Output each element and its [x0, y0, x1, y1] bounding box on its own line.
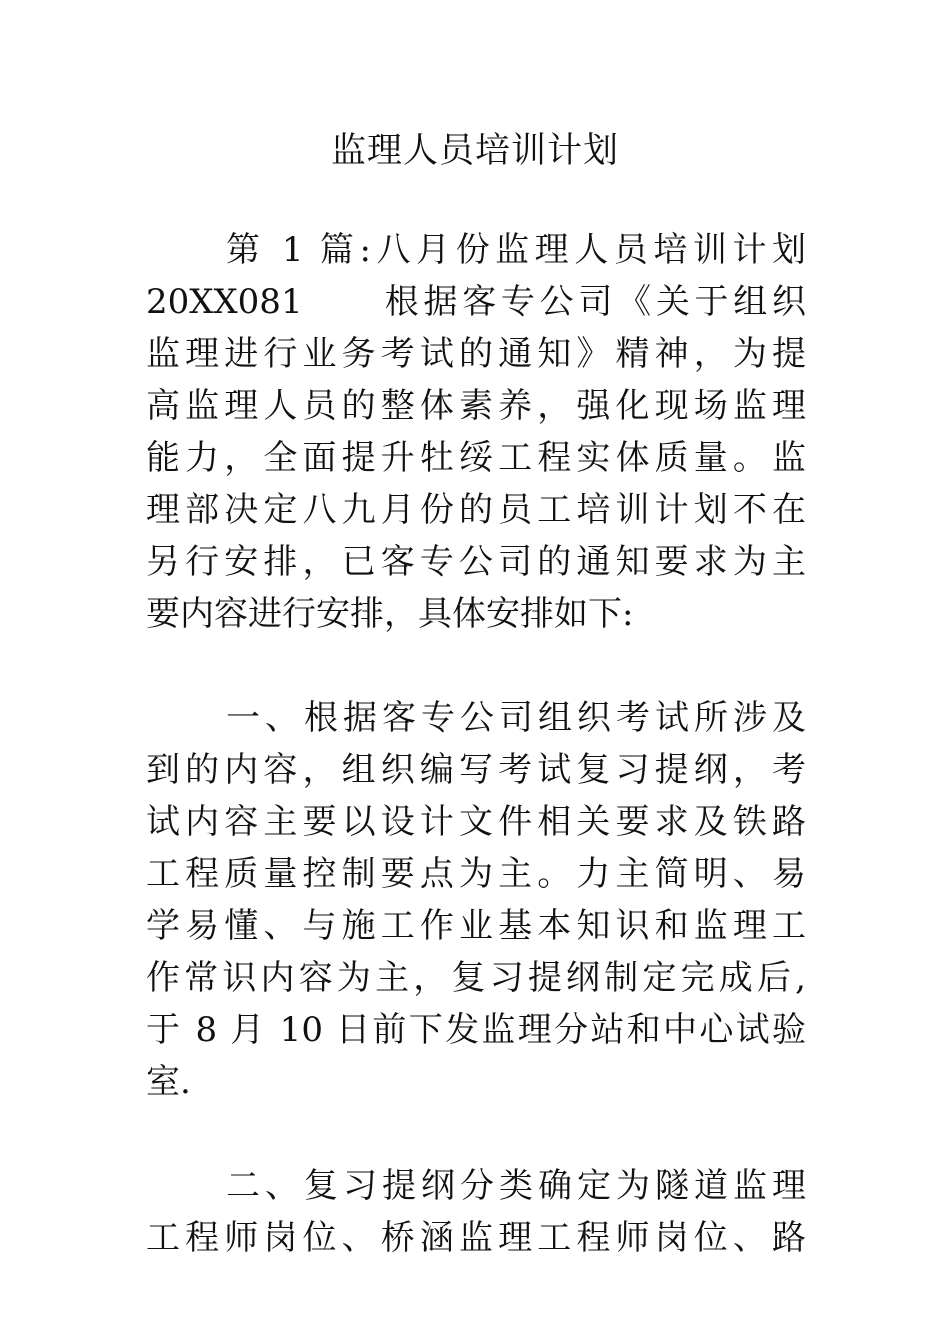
paragraph-line: 工程师岗位、桥涵监理工程师岗位、路	[146, 1218, 806, 1258]
paragraph-line: 室.	[146, 1062, 191, 1102]
paragraph-line: 另行安排，已客专公司的通知要求为主	[146, 542, 806, 582]
paragraph-line: 作常识内容为主，复习提纲制定完成后,	[146, 958, 806, 998]
paragraph-line: 高监理人员的整体素养，强化现场监理	[146, 386, 806, 426]
paragraph-line: 二、复习提纲分类确定为隧道监理	[226, 1166, 806, 1206]
paragraph-line: 第 1 篇:八月份监理人员培训计划	[226, 230, 806, 270]
paragraph-1	[146, 224, 806, 640]
paragraph-line: 工程质量控制要点为主。力主简明、易	[146, 854, 806, 894]
document-title: 监理人员培训计划	[330, 131, 619, 171]
paragraph-3	[146, 1160, 806, 1264]
paragraph-line: 于 8 月 10 日前下发监理分站和中心试验	[146, 1010, 806, 1050]
paragraph-line: 到的内容，组织编写考试复习提纲，考	[146, 750, 806, 790]
paragraph-line: 学易懂、与施工作业基本知识和监理工	[146, 906, 806, 946]
paragraph-line: 一、根据客专公司组织考试所涉及	[226, 698, 806, 738]
paragraph-line: 监理进行业务考试的通知》精神，为提	[146, 334, 806, 374]
paragraph-line: 能力，全面提升牡绥工程实体质量。监	[146, 438, 806, 478]
document-body	[146, 224, 806, 1316]
paragraph-2	[146, 692, 806, 1108]
paragraph-line: 试内容主要以设计文件相关要求及铁路	[146, 802, 806, 842]
paragraph-line: 20XX081 根据客专公司《关于组织	[146, 282, 806, 322]
paragraph-line: 理部决定八九月份的员工培训计划不在	[146, 490, 806, 530]
paragraph-line: 要内容进行安排，具体安排如下:	[146, 594, 634, 634]
